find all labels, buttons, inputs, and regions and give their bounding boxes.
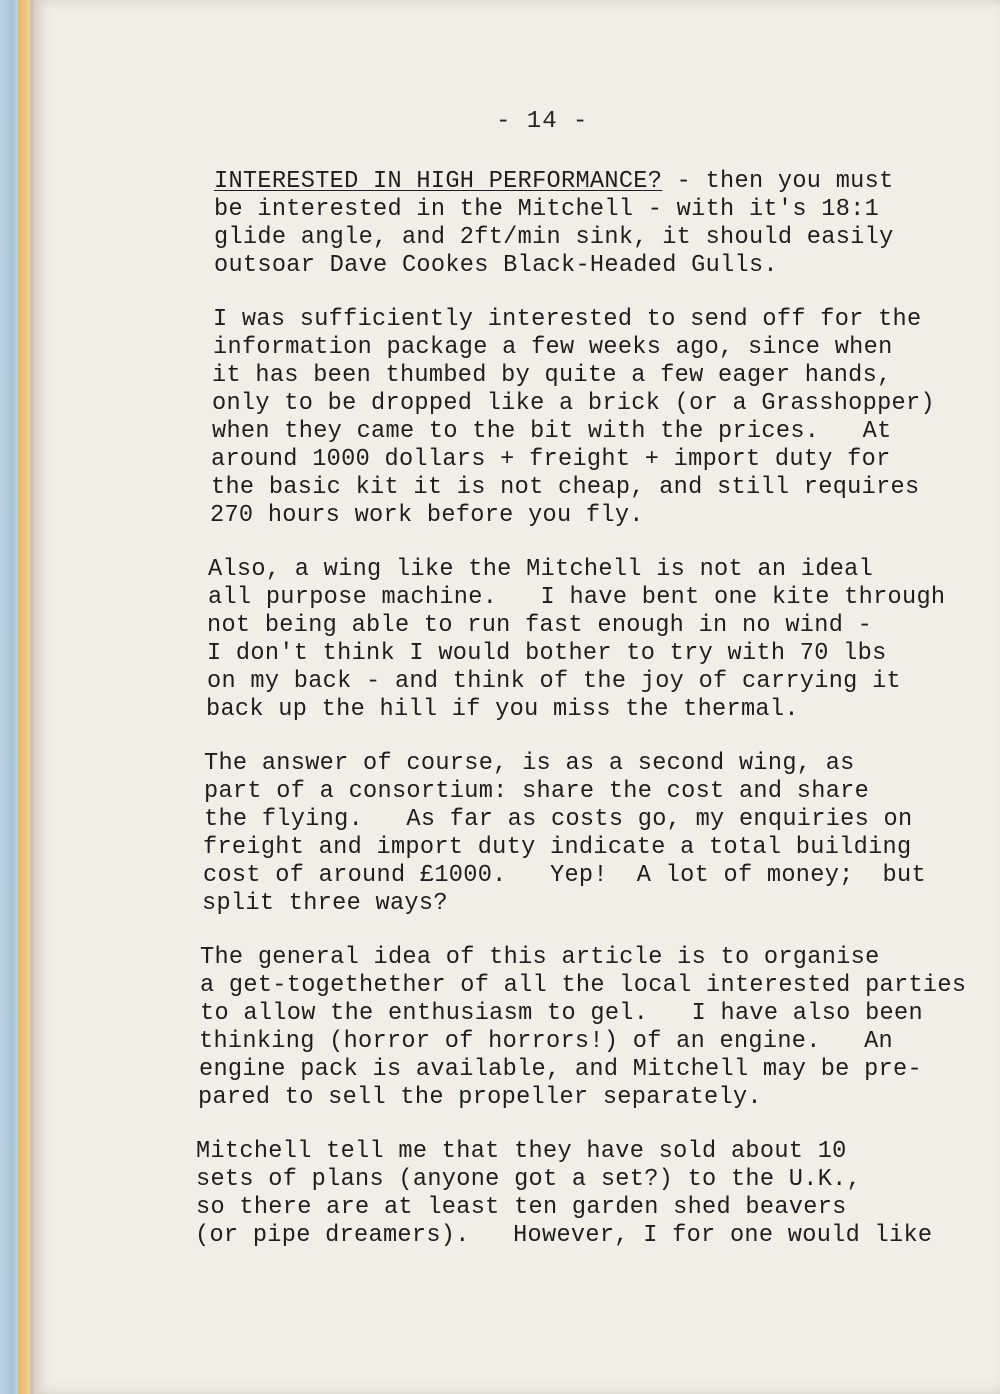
text-line: the flying. As far as costs go, my enquiries on [204, 806, 913, 833]
text-line: sets of plans (anyone got a set?) to the U.K., [196, 1166, 862, 1193]
text-line: split three ways? [202, 890, 448, 917]
text-line: be interested in the Mitchell - with it's 18:1 [214, 196, 880, 223]
article-heading: INTERESTED IN HIGH PERFORMANCE? [214, 168, 663, 195]
text-line: pared to sell the propeller separately. [198, 1084, 762, 1111]
text-line: I don't think I would bother to try with 70 lbs [207, 640, 887, 667]
text-line: engine pack is available, and Mitchell may be pre- [199, 1056, 922, 1083]
text-line: thinking (horror of horrors!) of an engine. An [199, 1028, 894, 1055]
text-line: Also, a wing like the Mitchell is not an ideal [208, 556, 874, 583]
text-line: 270 hours work before you fly. [210, 502, 644, 529]
text-line: The general idea of this article is to organise [200, 944, 880, 971]
text-line: only to be dropped like a brick (or a Grasshopper) [212, 390, 935, 417]
text-line: so there are at least ten garden shed beavers [196, 1194, 847, 1221]
text-line: outsoar Dave Cookes Black-Headed Gulls. [214, 252, 778, 279]
text-line: glide angle, and 2ft/min sink, it should easily [214, 224, 894, 251]
text-line: around 1000 dollars + freight + import duty for [211, 446, 891, 473]
text-line: to allow the enthusiasm to gel. I have also been [200, 1000, 923, 1027]
text-line: when they came to the bit with the prices. At [212, 418, 892, 445]
text-line: back up the hill if you miss the thermal. [206, 696, 799, 723]
text-line: (or pipe dreamers). However, I for one would like [195, 1222, 933, 1249]
text-line: it has been thumbed by quite a few eager hands, [212, 362, 892, 389]
text-line-rest: - then you must [662, 168, 894, 195]
text-line: cost of around £1000. Yep! A lot of money; but [203, 862, 926, 889]
text-line: the basic kit it is not cheap, and still requires [211, 474, 920, 501]
text-line: on my back - and think of the joy of carrying it [207, 668, 902, 695]
text-line: freight and import duty indicate a total building [203, 834, 912, 861]
text-line: part of a consortium: share the cost and share [204, 778, 870, 805]
text-line: Mitchell tell me that they have sold about 10 [196, 1138, 847, 1165]
text-line: a get-togethether of all the local interested parties [200, 972, 967, 999]
text-line: I was sufficiently interested to send off for the [213, 306, 922, 333]
text-line: all purpose machine. I have bent one kite through [208, 584, 946, 611]
text-line: The answer of course, is as a second wing, as [204, 750, 855, 777]
text-line: not being able to run fast enough in no wind - [207, 612, 873, 639]
text-line: information package a few weeks ago, since when [213, 334, 893, 361]
page-number: - 14 - [496, 108, 589, 135]
text-line [214, 168, 894, 196]
